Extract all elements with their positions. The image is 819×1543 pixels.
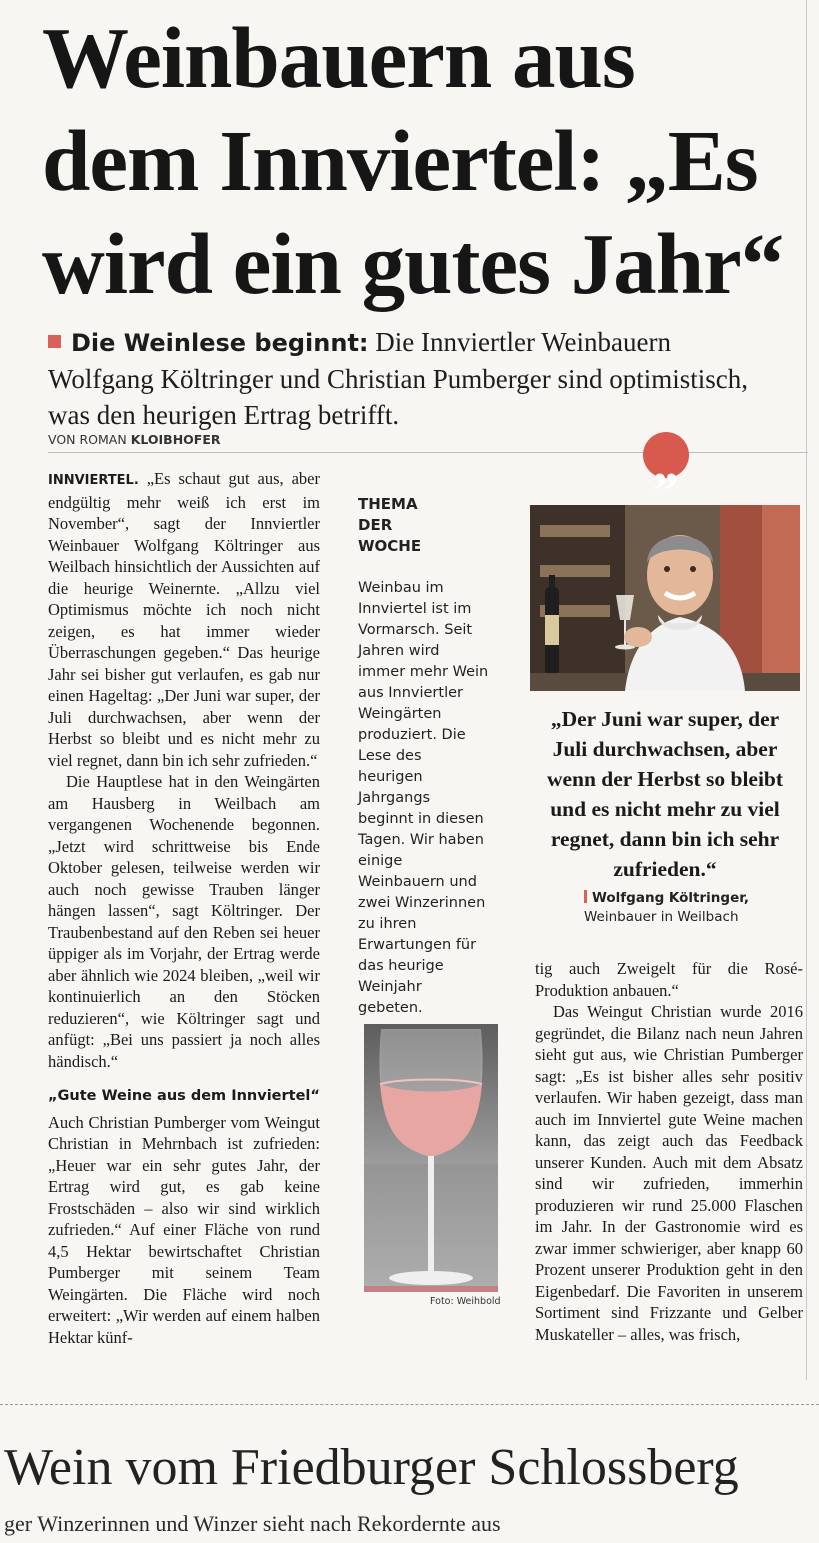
byline-rule [48, 452, 808, 453]
attribution-name: Wolfgang Költringer, [592, 890, 750, 906]
attribution-role: Weinbauer in Weilbach [584, 909, 739, 925]
article-column-3 [535, 958, 803, 1345]
standfirst-marker [48, 335, 61, 348]
dateline: INNVIERTEL. [48, 473, 139, 488]
paragraph: Das Weingut Christian wurde 2016 gegründet, die Bilanz nach neun Jahren sieht gut aus, wie Christian Pumberger sagt: „Es ist bisher alles sehr positiv verlaufen. Wir haben gezeigt, dass man auch im Innviertel gute Weine machen kann, das zeigt auch das Feedback unserer Kunden. Auch mit dem Absatz sind wir zufrieden, immerhin produzieren wir rund 25.000 Flaschen im Jahr. In der Gastronomie wird es zwar immer schwieriger, aber knapp 60 Prozent unserer Produktion geht in den Eigenbedarf. Die Favoriten in unserem Sortiment sind Frizzante und Gelber Muskateller – alles, was frisch, [535, 1002, 803, 1344]
paragraph-text: „Es schaut gut aus, aber endgültig mehr weiß ich erst im November“, sagt der Innviertler Weinbauer Wolfgang Költringer aus Weilbach hinsichtlich der Aussichten auf die heurige Weinernte. „Allzu viel Optimismus möchte ich noch nicht zeigen, es hat immer wieder Überraschungen gegeben.“ Das heurige Jahr sei bisher gut verlaufen, es gab nur einen Hageltag: „Der Juni war super, der Juli durchwachsen, aber wenn der Herbst so bleibt und es nicht mehr zu viel regnet, dann bin ich sehr zufrieden.“ [48, 469, 320, 770]
attribution-marker [584, 890, 587, 903]
byline [48, 432, 221, 447]
paragraph: Die Hauptlese hat in den Weingärten am Hausberg in Weilbach am vergangenen Wochenende begonnen. „Jetzt wird schrittweise bis Ende Oktober gelesen, teilweise werden wir auch noch gewisse Trauben länger hängen lassen“, sagt Költringer. Der Traubenbestand auf den Reben sei heuer üppiger als im Vorjahr, der Ertrag werde aber ähnlich wie 2024 bleiben, „weil wir kontinuierlich an den Stöcken reduzieren“, wie Költringer sagt und anfügt: „Bei uns passiert ja noch alles händisch.“ [48, 772, 320, 1071]
article-column-1 [48, 468, 320, 1348]
paragraph [48, 468, 320, 771]
wine-glass-photo [364, 1024, 498, 1292]
theme-box-text: Weinbau im Innviertel ist im Vormarsch. Seit Jahren wird immer mehr Wein aus Innviertler Weingärten produziert. Die Lese des heurigen Jahrgangs beginnt in diesen Tagen. Wir haben einige Weinbauern und zwei Winzerinnen zu ihren Erwartungen für das heurige Weinjahr gebeten. [358, 580, 489, 1016]
quote-icon: „ [643, 432, 689, 478]
next-article-subline: ger Winzerinnen und Winzer sieht nach Rekordernte aus [4, 1511, 501, 1536]
byline-prefix: VON ROMAN [48, 432, 131, 447]
byline-author: KLOIBHOFER [130, 432, 221, 447]
theme-title-line: THEMA [358, 495, 418, 513]
article-headline: Weinbauern aus dem Innviertel: „Es wird ein gutes Jahr“ [42, 9, 784, 312]
subheading: „Gute Weine aus dem Innviertel“ [48, 1088, 320, 1104]
article-separator [0, 1404, 819, 1405]
standfirst [48, 324, 768, 433]
standfirst-lead: Die Weinlese beginnt: [71, 329, 369, 357]
next-article-headline: Wein vom Friedburger Schlossberg [4, 1439, 739, 1496]
theme-box-title [358, 494, 498, 557]
paragraph: tig auch Zweigelt für die Rosé-Produktion anbauen.“ [535, 959, 803, 1000]
portrait-photo [530, 505, 800, 691]
photo-credit: Foto: Weihbold [430, 1296, 501, 1307]
theme-title-line: WOCHE [358, 537, 422, 555]
theme-title-line: DER [358, 516, 393, 534]
paragraph: Auch Christian Pumberger vom Weingut Christian in Mehrnbach ist zufrieden: „Heuer war ein sehr gutes Jahr, der Ertrag wird gut, es gab keine Frostschäden – also wir sind wirklich zufrieden.“ Auf einer Fläche von rund 4,5 Hektar bewirtschaftet Christian Pumberger mit seinem Team Weingärten. Die Fläche wird noch erweitert: „Wir werden auf einem halben Hektar künf- [48, 1112, 320, 1347]
standfirst-text: Die Innviertler Weinbauern Wolfgang Költringer und Christian Pumberger sind optimistisch, was den heurigen Ertrag betrifft. [48, 327, 749, 430]
pull-quote: „Der Juni war super, der Juli durchwachsen, aber wenn der Herbst so bleibt und es nicht mehr zu viel regnet, dann bin ich sehr zufrieden.“ [546, 707, 784, 881]
page-edge-line [806, 0, 807, 1380]
quote-attribution [584, 889, 794, 927]
